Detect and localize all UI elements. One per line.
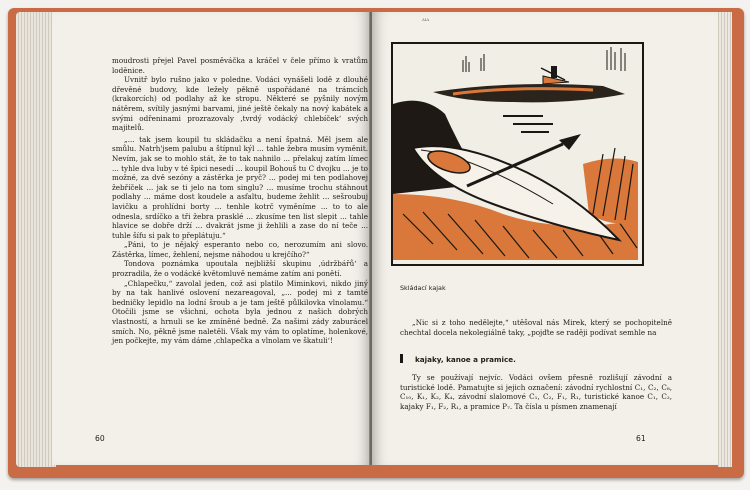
- section-heading-text: kajaky, kanoe a pramice.: [415, 355, 516, 364]
- paragraph: Uvnitř bylo rušno jako v poledne. Vodáci vynášeli lodě z dlouhé dřevěné budovy, kde ležely pěkně uspořádané na trámcích (krakorcích) od podlahy až ke stropu. Některé se pyšnily novým nátěrem, svítily jasnými barvami, jiné ještě čekaly na nový kabátek a svými odřeninami prozrazovaly ‚tvrdý vodácký chlebíček‘ svých majitelů.: [112, 75, 368, 133]
- paragraph: „Páni, to je nějaký esperanto nebo co, nerozumím ani slovo. Zástěrka, límec, žehlení, nejsme náhodou u krejčího?“: [112, 240, 368, 259]
- paragraph: moudrosti přejel Pavel posměváčka a kráčel v čele přímo k vratům loděnice.: [112, 56, 368, 75]
- left-page-text: [112, 56, 368, 346]
- paragraph: „... tak jsem koupil tu skládačku a není špatná. Měl jsem ale smůlu. Natrh'jsem palubu a štípnul kýl ... tahle žebra musím vyměnit. Nevím, jak se to mohlo stát, že to tak nahnilo ... přelakuj zatím límec ... tyhle dva luby v té špici nesedí ... koupil Bohouš tu C dvojku ... je to možné, za dvě sezóny a zástěrka je pryč? ... podej mi ten podlahovej žebříček ... jak se ti jelo na tom singlu? ... musíme trochu stáhnout podlahy ... máme dost koudele a asfaltu, budeme žehlit ... sešroubuj lavičku a prohlídni borty ... tenhle kotrč vyměníme ... to to ale odnesla, srdíčko a tři žebra prasklé ... zkusíme ten list slepit ... tahle hlavice se dobře drží ... dvakrát jsme ji žehlili a zase do ní teče ... tuhle šífu si pak to přeplátuju.“: [112, 134, 368, 240]
- kayak-illustration: [391, 42, 644, 266]
- page-number-left: 60: [95, 434, 105, 443]
- right-page-intro: [400, 318, 672, 337]
- kayak-drawing: [393, 44, 638, 260]
- figure-caption: Skládací kajak: [400, 284, 446, 292]
- paragraph: Tondova poznámka upoutala nejbližší skupinu ‚údržbářů‘ a prozradila, že o vodácké květomluvě nemáme zatím ani ponětí.: [112, 259, 368, 279]
- paragraph: „Nic si z toho nedělejte,“ utěšoval nás Mirek, který se pochopitelně chechtal docela nekolegiálně taky, „pojďte se raději podívat semhle na: [400, 318, 672, 337]
- right-page-text: [400, 373, 672, 411]
- heading-marker: [400, 354, 403, 363]
- right-page: [372, 12, 718, 465]
- left-page: [52, 12, 370, 465]
- page-edges-left: [16, 12, 56, 467]
- paragraph: „Chlapečku,“ zavolal jeden, což asi platilo Miminkovi, nikdo jiný by na tak hanlivé oslovení nezareagoval, „... podej mi z tamté bedničky lepidlo na lodní šroub a je tam ještě půlkilovka vlnolamu.“ Otočili jsme se všichni, ochota byla jednou z našich dobrých vlastností, a hrnuli se ke zmíněné bedně. Za našimi zády zaburácel smích. No, pěkně jsme naletěli. Však my vám to oplatíme, holenkové, jen počkejte, my vám dáme ‚chlapečka a vlnolam ve škatuli‘!: [112, 278, 368, 346]
- section-heading: [400, 354, 516, 365]
- page-number-right: 61: [636, 434, 646, 443]
- page-edges-right: [718, 12, 732, 467]
- paragraph: Ty se používají nejvíc. Vodáci ovšem přesně rozlišují závodní a turistické lodě. Pamatujte si jejich označení: závodní rychlostní C₁, C₂, C₈, C₁₀, K₁, K₂, K₄, závodní slalomové C₁, C₂, F₁, R₁, turistické kanoe C₁, C₂, kajaky F₁, F₂, R₁, a pramice P₇. Ta čísla u písmen znamenají: [400, 373, 672, 411]
- running-mark: ʌıʌ: [422, 17, 430, 23]
